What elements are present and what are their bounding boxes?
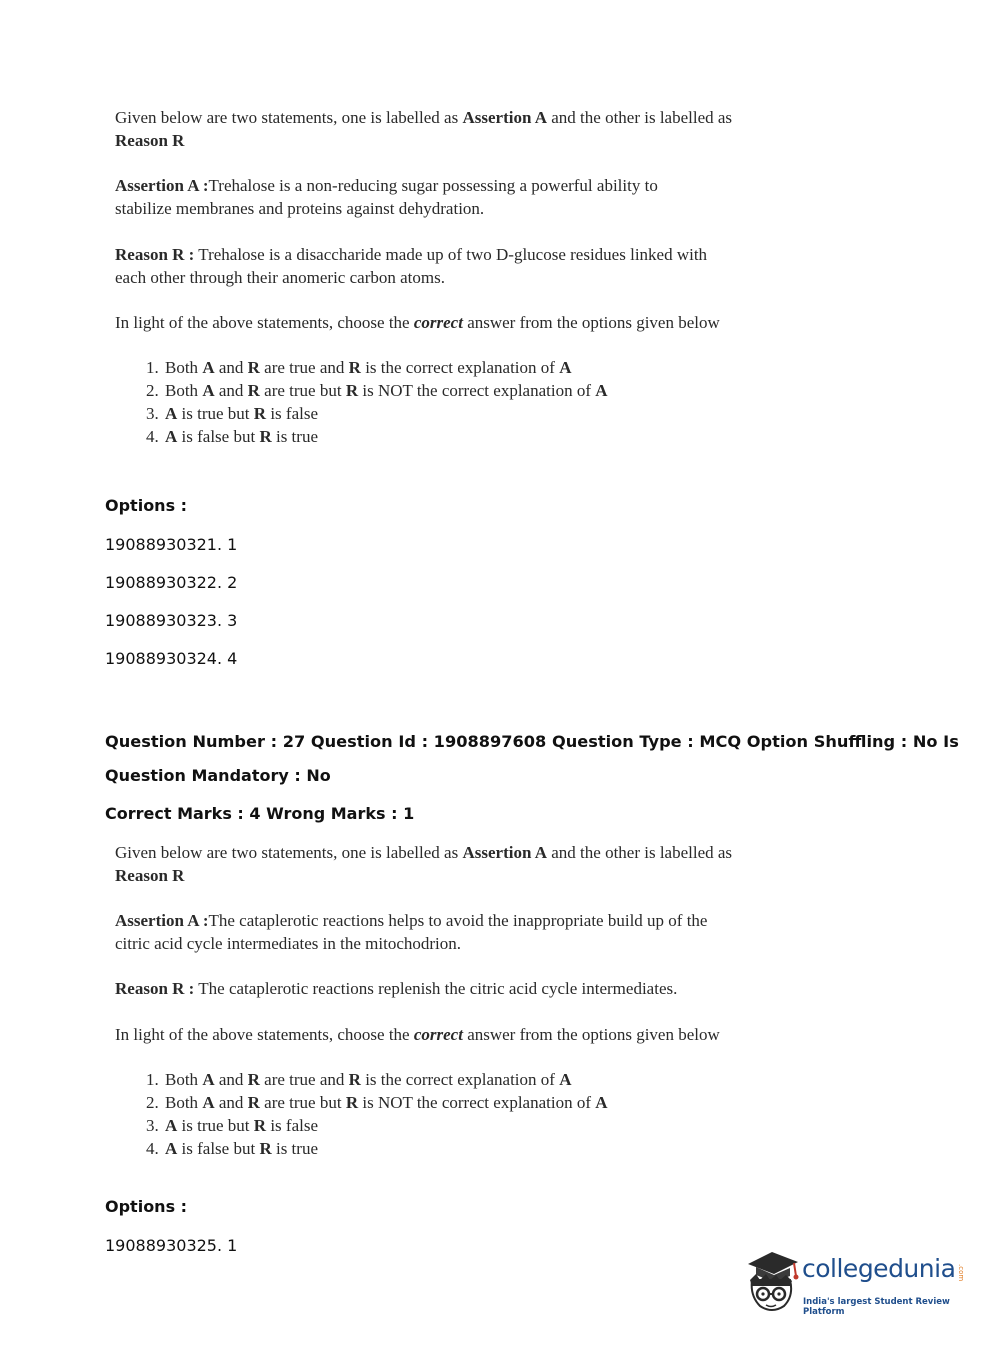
question-meta-line-1: Question Number : 27 Question Id : 1908897608 Question Type : MCQ Option Shuffling : No Is [105,732,959,751]
q2-choice-1: 1. Both A and R are true and R is the correct explanation of A [163,1068,735,1091]
option-item: 19088930323. 3 [105,611,238,630]
q1-assertion: Assertion A :Trehalose is a non-reducing sugar possessing a powerful ability to stabilize membranes and proteins against dehydration. [115,176,658,218]
q2-assertion: Assertion A :The cataplerotic reactions helps to avoid the inappropriate build up of the citric acid cycle intermediates in the mitochodrion. [115,911,708,953]
option-item: 19088930325. 1 [105,1236,238,1255]
q2-choice-2: 2. Both A and R are true but R is NOT the correct explanation of A [163,1091,735,1114]
option-item: 19088930324. 4 [105,649,238,668]
question-meta-line-2: Question Mandatory : No [105,766,331,785]
q2-choice-list [115,1068,735,1160]
q2-intro: Given below are two statements, one is labelled as Assertion A and the other is labelled as Reason R [115,843,733,885]
options-heading-2: Options : [105,1197,188,1216]
q1-choice-1: 1. Both A and R are true and R is the correct explanation of A [163,356,735,379]
q2-prompt: In light of the above statements, choose the correct answer from the options given below [115,1025,720,1044]
q1-intro: Given below are two statements, one is labelled as Assertion A and the other is labelled as Reason R [115,108,733,150]
q2-reason: Reason R : The cataplerotic reactions replenish the citric acid cycle intermediates. [115,979,678,998]
question-marks: Correct Marks : 4 Wrong Marks : 1 [105,804,415,823]
q1-choice-3: 3. A is true but R is false [163,402,735,425]
logo-wordmark: collegedunia [802,1254,956,1283]
question-2-image-text [115,841,735,1160]
logo-tagline: India's largest Student Review Platform [803,1297,950,1317]
student-mascot-icon [742,1250,802,1316]
q1-choice-2: 2. Both A and R are true but R is NOT the correct explanation of A [163,379,735,402]
q1-reason: Reason R : Trehalose is a disaccharide made up of two D-glucose residues linked with each other through their anomeric carbon atoms. [115,245,708,287]
q1-choice-4: 4. A is false but R is true [163,425,735,448]
option-item: 19088930321. 1 [105,535,238,554]
q1-choice-list [115,356,735,448]
collegedunia-logo [742,1250,972,1320]
q2-choice-3: 3. A is true but R is false [163,1114,735,1137]
q2-choice-4: 4. A is false but R is true [163,1137,735,1160]
options-heading-1: Options : [105,496,188,515]
option-item: 19088930322. 2 [105,573,238,592]
q1-prompt: In light of the above statements, choose the correct answer from the options given below [115,313,720,332]
logo-domain-suffix: .com [957,1264,965,1282]
question-1-image-text [115,106,735,448]
